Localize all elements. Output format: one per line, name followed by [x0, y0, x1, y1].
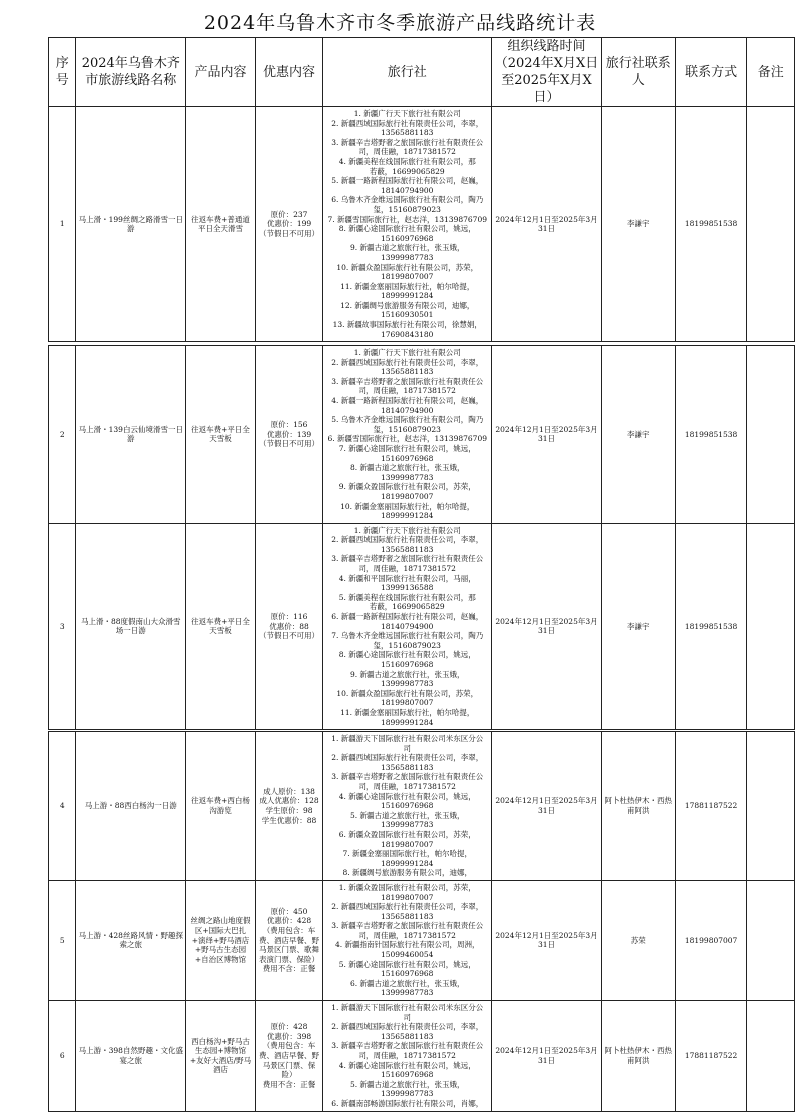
discount-line: 成人原价：138 — [263, 786, 315, 796]
agency-line: 10. 新疆众盈国际旅行社有限公司，苏荣， — [336, 688, 479, 698]
agency-line: 7. 新疆雪国际旅行社，赵志洋，13139876709 — [327, 214, 487, 224]
agency-line: 5. 新疆一路新程国际旅行社有限公司，赵巍， — [331, 176, 484, 186]
cell-product: 往返车费+平日全天雪板 — [186, 523, 256, 729]
table-header-row — [49, 38, 795, 107]
cell-discount — [255, 107, 323, 342]
agency-line: 13565881183 — [380, 762, 434, 772]
agency-line: 17690843180 — [380, 329, 434, 339]
agency-line: 13565881183 — [380, 1031, 434, 1041]
table-row — [49, 523, 795, 729]
cell-note — [747, 107, 795, 342]
agency-line: 6. 新疆古道之旅旅行社，张玉娥，13999987783 — [349, 978, 465, 998]
cell-route-name: 马上滑・88度假南山大众滑雪场一日游 — [76, 523, 186, 729]
discount-line: （费用包含：车费、酒店早餐、野马景区门票、歌舞表演门票、保险） — [259, 926, 320, 964]
agency-line: 3. 新疆辛吉塔野奢之旅国际旅行社有限责任公 — [331, 921, 484, 931]
agency-line: 18199807007 — [380, 698, 434, 708]
agency-line: 司，周佳融，18717381572 — [358, 1051, 456, 1060]
agency-line: 8. 新疆古道之旅旅行社，张玉娥，13999987783 — [349, 463, 465, 482]
discount-line: 原价：116 — [270, 612, 308, 622]
agency-line: 1. 新疆广行天下旅行社有限公司 — [353, 525, 461, 535]
cell-product: 往返车费+平日全天雪板 — [186, 346, 256, 524]
agency-line: 5. 新疆古道之旅旅行社，张玉娥，13999987783 — [349, 1079, 465, 1099]
agency-line: 1. 新疆游天下国际旅行社有限公司米东区分公 — [331, 1003, 484, 1013]
agency-line: 玺，15160879023 — [373, 640, 441, 650]
agency-line: 11. 新疆金塞丽国际旅行社，帕尔哈提， — [340, 707, 475, 717]
header-period: 组织线路时间（2024年X月X日至2025年X月X日） — [492, 38, 602, 107]
agency-line: 2. 新疆西域国际旅行社有限责任公司，李翠， — [331, 357, 484, 367]
agency-line: 2. 新疆西域国际旅行社有限责任公司，李翠， — [331, 535, 484, 545]
agency-line: 3. 新疆辛吉塔野奢之旅国际旅行社有限责任公 — [331, 137, 484, 147]
header-no: 序号 — [49, 38, 76, 107]
cell-phone: 17881187522 — [675, 732, 747, 881]
cell-period: 2024年12月1日至2025年3月31日 — [492, 523, 602, 729]
header-discount: 优惠内容 — [255, 38, 323, 107]
discount-line: 费用不含：正餐 — [262, 1079, 316, 1089]
cell-phone: 18199851538 — [675, 523, 747, 729]
agency-line: 1. 新疆众盈国际旅行社有限公司，苏荣， — [338, 882, 476, 892]
cell-agencies — [323, 346, 492, 524]
agency-line: 13565881183 — [380, 367, 434, 377]
agency-line: 15160976968 — [380, 660, 434, 669]
agency-line: 18999991284 — [380, 858, 434, 868]
agency-line: 1. 新疆广行天下旅行社有限公司 — [353, 109, 461, 118]
cell-no: 4 — [49, 732, 76, 881]
cell-note — [747, 880, 795, 1000]
header-note: 备注 — [747, 38, 795, 107]
agency-line: 18999991284 — [380, 717, 434, 727]
agency-line: 3. 新疆辛吉塔野奢之旅国际旅行社有限责任公 — [331, 554, 484, 564]
cell-contact: 阿卜杜热伊木・西热甫阿洪 — [601, 732, 675, 881]
route-table-section-1 — [48, 37, 795, 342]
cell-period: 2024年12月1日至2025年3月31日 — [492, 1001, 602, 1112]
agency-line: 8. 新疆心途国际旅行社有限公司，姚远， — [338, 650, 476, 660]
cell-phone: 18199807007 — [675, 880, 747, 1000]
agency-line: 司，周佳融，18717381572 — [358, 781, 456, 791]
cell-period: 2024年12月1日至2025年3月31日 — [492, 107, 602, 342]
header-product: 产品内容 — [186, 38, 256, 107]
table-row — [49, 107, 795, 342]
agency-line: 18199807007 — [380, 272, 434, 282]
table-row — [49, 880, 795, 1000]
cell-route-name: 马上游・428丝路风情・野趣探索之旅 — [76, 880, 186, 1000]
cell-note — [747, 346, 795, 524]
agency-line: 司，周佳融，18717381572 — [358, 564, 456, 574]
discount-line: 优惠价：139 — [266, 429, 312, 439]
page-title: 2024年乌鲁木齐市冬季旅游产品线路统计表 — [203, 12, 597, 34]
agency-line: 若蔽，16699065829 — [369, 166, 445, 176]
discount-line: （节假日不可用） — [259, 631, 320, 641]
cell-discount — [255, 346, 323, 524]
cell-agencies — [323, 523, 492, 729]
agency-line: 5. 乌鲁木齐金维远国际旅行社有限公司，陶乃 — [331, 415, 484, 425]
agency-line: 9. 新疆众盈国际旅行社有限公司，苏荣， — [338, 482, 476, 492]
agency-line: 3. 新疆辛吉塔野奢之旅国际旅行社有限责任公 — [331, 376, 484, 386]
agency-line: 4. 新疆美程在线国际旅行社有限公司，那 — [338, 156, 476, 166]
agency-line: 4. 新疆心途国际旅行社有限公司，姚远， — [338, 791, 476, 801]
cell-agencies — [323, 880, 492, 1000]
cell-phone: 18199851538 — [675, 346, 747, 524]
table-row — [49, 346, 795, 524]
agency-line: 15160930501 — [380, 310, 434, 320]
agency-line: 2. 新疆西域国际旅行社有限责任公司，李翠， — [331, 1022, 484, 1032]
table-row — [49, 1001, 795, 1112]
cell-agencies — [323, 1001, 492, 1112]
discount-line: 学生原价：98 — [265, 805, 313, 815]
agency-line: 6. 乌鲁木齐金维远国际旅行社有限公司，陶乃 — [331, 195, 484, 205]
cell-note — [747, 732, 795, 881]
cell-contact: 李謙宇 — [601, 523, 675, 729]
discount-line: 优惠价：88 — [269, 621, 309, 631]
discount-line: 原价：156 — [270, 419, 308, 429]
agency-line: 4. 新疆指南针国际旅行社有限公司，周洲， — [334, 940, 480, 950]
agency-line: 10. 新疆金塞丽国际旅行社，帕尔哈提， — [340, 501, 475, 511]
agency-line: 1. 新疆广行天下旅行社有限公司 — [353, 348, 461, 357]
cell-route-name: 马上游・398自然野趣・文化盛宴之旅 — [76, 1001, 186, 1112]
cell-agencies — [323, 732, 492, 881]
cell-product: 丝绸之路山地度假区+国际大巴扎+演绎+野马酒店+野马古生态园+自治区博物馆 — [186, 880, 256, 1000]
agency-line: 6. 新疆众盈国际旅行社有限公司，苏荣， — [338, 829, 476, 839]
agency-line: 15160976968 — [380, 233, 434, 243]
agency-line: 18140794900 — [380, 185, 434, 195]
cell-no: 6 — [49, 1001, 76, 1112]
cell-period: 2024年12月1日至2025年3月31日 — [492, 732, 602, 881]
cell-contact: 苏荣 — [601, 880, 675, 1000]
agency-line: 9. 新疆古道之旅旅行社，张玉娥，13999987783 — [349, 243, 465, 262]
agency-line: 5. 新疆古道之旅旅行社，张玉娥，13999987783 — [349, 810, 465, 830]
agency-line: 2. 新疆西域国际旅行社有限责任公司，李翠， — [331, 902, 484, 912]
agency-line: 8. 新疆绸号旅游服务有限公司，迪娜， — [342, 868, 472, 878]
cell-product: 往返车费+西白杨沟游览 — [186, 732, 256, 881]
agency-line: 2. 新疆西域国际旅行社有限责任公司，李翠， — [331, 118, 484, 128]
agency-line: 玺，15160879023 — [373, 204, 441, 214]
agency-line: 18140794900 — [380, 405, 434, 415]
agency-line: 司，周佳融，18717381572 — [358, 147, 456, 157]
discount-line: 成人优惠价：128 — [259, 796, 319, 806]
agency-line: 13. 新疆故事国际旅行社有限公司，徐慧娟， — [332, 320, 482, 330]
agency-line: 12. 新疆绸号旅游服务有限公司，迪娜， — [340, 300, 475, 310]
agency-line: 18199807007 — [380, 892, 434, 902]
agency-line: 18999991284 — [380, 291, 434, 301]
agency-line: 9. 新疆古道之旅旅行社，张玉娥，13999987783 — [349, 669, 465, 689]
agency-line: 7. 新疆心途国际旅行社有限公司，姚远， — [338, 443, 476, 453]
agency-line: 10. 新疆众盈国际旅行社有限公司，苏荣， — [336, 262, 479, 272]
cell-product: 西白杨沟+野马古生态园+博物馆+友好大酒店/野马酒店 — [186, 1001, 256, 1112]
cell-note — [747, 523, 795, 729]
agency-line: 司 — [403, 1012, 411, 1022]
cell-route-name: 马上滑・199丝绸之路滑雪一日游 — [76, 107, 186, 342]
discount-line: （节假日不可用） — [259, 439, 320, 449]
agency-line: 6. 新疆雪国际旅行社，赵志洋，13139876709 — [327, 434, 487, 444]
discount-line: 原价：450 — [270, 906, 308, 916]
cell-phone: 17881187522 — [675, 1001, 747, 1112]
agency-line: 7. 乌鲁木齐金维远国际旅行社有限公司，陶乃 — [331, 631, 484, 641]
cell-note — [747, 1001, 795, 1112]
cell-no: 2 — [49, 346, 76, 524]
agency-line: 5. 新疆心途国际旅行社有限公司，姚远， — [338, 959, 476, 969]
discount-line: 优惠价：199 — [266, 219, 312, 229]
header-phone: 联系方式 — [675, 38, 747, 107]
cell-agencies — [323, 107, 492, 342]
header-contact: 旅行社联系人 — [601, 38, 675, 107]
agency-line: 13565881183 — [380, 128, 434, 138]
agency-line: 18140794900 — [380, 621, 434, 631]
agency-line: 11. 新疆金塞丽国际旅行社，帕尔哈提， — [340, 281, 475, 291]
agency-line: 司，周佳融，18717381572 — [358, 386, 456, 396]
discount-line: （节假日不可用） — [259, 228, 320, 238]
cell-product: 往返车费+普通道平日全天滑雪 — [186, 107, 256, 342]
agency-line: 15099460054 — [380, 950, 434, 960]
cell-route-name: 马上滑・139白云仙境滑雪一日游 — [76, 346, 186, 524]
cell-discount — [255, 880, 323, 1000]
agency-line: 18999991284 — [380, 511, 434, 521]
agency-line: 2. 新疆西域国际旅行社有限责任公司，李翠， — [331, 753, 484, 763]
agency-line: 4. 新疆和平国际旅行社有限公司，马丽， — [338, 573, 476, 583]
table-row — [49, 732, 795, 881]
agency-line: 若蔽，16699065829 — [369, 602, 445, 612]
cell-no: 5 — [49, 880, 76, 1000]
discount-line: （费用包含：车费、酒店早餐、野马景区门票、保险） — [259, 1041, 320, 1080]
cell-period: 2024年12月1日至2025年3月31日 — [492, 346, 602, 524]
agency-line: 司 — [403, 743, 411, 753]
discount-line: 原价：237 — [270, 209, 308, 219]
discount-line: 原价：428 — [270, 1022, 308, 1032]
agency-line: 15160976968 — [380, 801, 434, 811]
agency-line: 13565881183 — [380, 911, 434, 921]
agency-line: 玺，15160879023 — [373, 424, 441, 434]
discount-line: 优惠价：428 — [266, 916, 312, 926]
cell-discount — [255, 523, 323, 729]
discount-line: 学生优惠价：88 — [261, 815, 317, 825]
discount-line: 费用不含：正餐 — [262, 964, 316, 974]
agency-line: 3. 新疆辛吉塔野奢之旅国际旅行社有限责任公 — [331, 1041, 484, 1051]
agency-line: 6. 新疆南部畅游国际旅行社有限公司，肖娜， — [331, 1098, 484, 1108]
cell-contact: 李謙宇 — [601, 107, 675, 342]
cell-discount — [255, 1001, 323, 1112]
agency-line: 4. 新疆心途国际旅行社有限公司，姚远， — [338, 1060, 476, 1070]
cell-no: 3 — [49, 523, 76, 729]
route-table-section-2 — [48, 345, 795, 730]
cell-contact: 李謙宇 — [601, 346, 675, 524]
agency-line: 18199807007 — [380, 839, 434, 849]
agency-line: 1. 新疆游天下国际旅行社有限公司米东区分公 — [331, 734, 484, 743]
agency-line: 司，周佳融，18717381572 — [358, 930, 456, 940]
cell-period: 2024年12月1日至2025年3月31日 — [492, 880, 602, 1000]
agency-line: 5. 新疆美程在线国际旅行社有限公司，那 — [338, 592, 476, 602]
agency-line: 18199807007 — [380, 491, 434, 501]
agency-line: 15160976968 — [380, 969, 434, 979]
agency-line: 15160976968 — [380, 1070, 434, 1080]
agency-line: 15160976968 — [380, 453, 434, 463]
cell-no: 1 — [49, 107, 76, 342]
agency-line: 13999136588 — [380, 583, 434, 593]
agency-line: 13565881183 — [380, 544, 434, 554]
agency-line: 4. 新疆一路新程国际旅行社有限公司，赵巍， — [331, 395, 484, 405]
discount-line: 优惠价：398 — [266, 1031, 312, 1041]
cell-route-name: 马上游・88西白杨沟一日游 — [76, 732, 186, 881]
agency-line: 3. 新疆辛吉塔野奢之旅国际旅行社有限责任公 — [331, 772, 484, 782]
route-table-section-3 — [48, 731, 795, 1112]
cell-contact: 阿卜杜热伊木・西热甫阿洪 — [601, 1001, 675, 1112]
agency-line: 6. 新疆一路新程国际旅行社有限公司，赵巍， — [331, 612, 484, 622]
cell-discount — [255, 732, 323, 881]
agency-line: 8. 新疆心途国际旅行社有限公司，姚远， — [338, 224, 476, 234]
cell-phone: 18199851538 — [675, 107, 747, 342]
agency-line: 7. 新疆金塞丽国际旅行社，帕尔哈提， — [342, 849, 472, 859]
header-agency: 旅行社 — [323, 38, 492, 107]
header-route-name: 2024年乌鲁木齐市旅游线路名称 — [76, 38, 186, 107]
